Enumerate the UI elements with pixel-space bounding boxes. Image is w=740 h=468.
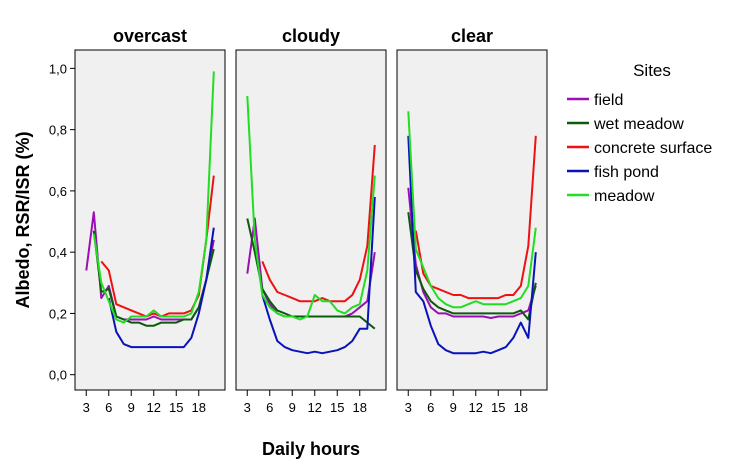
legend-label-fish-pond: fish pond xyxy=(594,164,659,181)
y-tick-label: 0,2 xyxy=(48,306,67,322)
y-tick-label: 0,8 xyxy=(48,122,67,138)
y-tick-label: 1,0 xyxy=(48,61,67,77)
legend-label-concrete-surface: concrete surface xyxy=(594,140,713,157)
x-tick-label: 6 xyxy=(427,400,435,415)
legend-label-field: field xyxy=(594,92,624,109)
legend-label-meadow: meadow xyxy=(594,188,655,205)
x-tick-label: 18 xyxy=(352,400,367,415)
x-tick-label: 6 xyxy=(105,400,113,415)
x-tick-label: 9 xyxy=(449,400,457,415)
x-tick-label: 6 xyxy=(266,400,274,415)
x-tick-label: 18 xyxy=(191,400,206,415)
y-tick-label: 0,0 xyxy=(48,367,67,383)
panel-title-cloudy: cloudy xyxy=(281,26,341,46)
y-axis-title: Albedo, RSR/ISR (%) xyxy=(13,131,33,309)
x-tick-label: 18 xyxy=(513,400,528,415)
x-tick-label: 9 xyxy=(127,400,135,415)
x-axis-title: Daily hours xyxy=(261,439,361,459)
panel-title-clear: clear xyxy=(450,26,494,46)
x-tick-label: 3 xyxy=(404,400,412,415)
x-tick-label: 15 xyxy=(169,400,184,415)
y-tick-label: 0,4 xyxy=(48,245,67,261)
x-tick-label: 9 xyxy=(288,400,296,415)
x-tick-label: 12 xyxy=(468,400,483,415)
x-tick-label: 12 xyxy=(146,400,161,415)
x-tick-label: 12 xyxy=(307,400,322,415)
panel-title-overcast: overcast xyxy=(112,26,188,46)
x-tick-label: 3 xyxy=(82,400,90,415)
x-tick-label: 3 xyxy=(243,400,251,415)
legend-title: Sites xyxy=(633,61,671,80)
y-tick-label: 0,6 xyxy=(48,183,67,199)
legend-label-wet-meadow: wet meadow xyxy=(594,116,684,133)
panel-background-overcast xyxy=(75,50,225,390)
panel-background-cloudy xyxy=(236,50,386,390)
x-tick-label: 15 xyxy=(491,400,506,415)
panel-background-clear xyxy=(397,50,547,390)
x-tick-label: 15 xyxy=(330,400,345,415)
